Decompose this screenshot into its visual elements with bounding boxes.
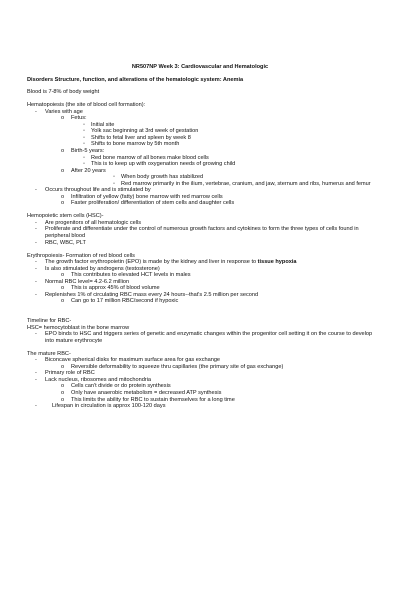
list-item: o Fetus: bbox=[61, 115, 87, 122]
list-item: - Is also stimulated by androgens (testosterone) bbox=[35, 265, 160, 272]
list-item: o This is approx 45% of blood volume bbox=[61, 285, 160, 292]
list-item: - RBC, WBC, PLT bbox=[35, 239, 86, 246]
list-item: o Only have anaerobic metabolism = decreased ATP synthesis bbox=[61, 389, 222, 396]
hematopoiesis-heading: Hematopoiesis (the site of blood cell formation): bbox=[27, 102, 146, 109]
document-title: NR507NP Week 3: Cardiovascular and Hematologic bbox=[131, 64, 269, 70]
list-item: - Replenishes 1% of circulating RBC mass every 24 hours--that's 2.5 million per second bbox=[35, 291, 259, 298]
list-item: o Faster proliferation/ differentiation of stem cells and daughter cells bbox=[61, 200, 235, 207]
list-item: o Infiltration of yellow (fatty) bone marrow with red marrow cells bbox=[61, 193, 223, 200]
mature-rbc-heading: The mature RBC- bbox=[27, 350, 71, 357]
list-item: o Can go to 17 million RBC/second if hypoxic bbox=[61, 298, 179, 305]
list-item: o This limits the ability for RBC to sustain themselves for a long time bbox=[61, 396, 235, 403]
list-item: ▫ Shifts to fetal liver and spleen by week 8 bbox=[83, 134, 191, 141]
list-item: - Biconcave spherical disks for maximum surface area for gas exchange bbox=[35, 357, 221, 364]
erythropoiesis-heading: Erythropoiesis- Formation of red blood cells bbox=[27, 252, 135, 259]
list-item: - Occurs throughout life and is stimulated by bbox=[35, 187, 151, 194]
document-subtitle: Disorders Structure, function, and alterations of the hematologic system: Anemia bbox=[27, 76, 244, 83]
list-item: - Normal RBC level= 4.2-6.2 million bbox=[35, 278, 130, 285]
hsc-heading: Hemopoietic stem cells (HSC)- bbox=[27, 213, 104, 220]
list-item: ▫ This is to keep up with oxygenation needs of growing child bbox=[83, 161, 236, 168]
list-item: ▫ Initial site bbox=[83, 121, 115, 128]
list-item: ▫ When body growth has stabilized bbox=[113, 174, 204, 181]
list-item: - Proliferate and differentiate under the control of numerous growth factors and cytokines to form the three types of cells found in peripheral blood bbox=[35, 226, 359, 240]
list-item: o Cells can't divide or do protein synthesis bbox=[61, 383, 171, 390]
list-item: - Varies with age bbox=[35, 108, 83, 115]
list-item: - The growth factor erythropoietin (EPO) is made by the kidney and liver in response to tissue hypoxia bbox=[35, 259, 297, 266]
hsc-definition: HSC= hemocytoblast in the bone marrow bbox=[27, 324, 130, 331]
list-item: - Lack nucleus, ribosomes and mitochondria bbox=[35, 376, 152, 383]
list-item: o Birth-5 years: bbox=[61, 147, 105, 154]
list-item: - Lifespan in circulation is approx 100-120 days bbox=[35, 403, 166, 410]
list-item: o After 20 years bbox=[61, 167, 106, 174]
list-item: ▫ Shifts to bone marrow by 5th month bbox=[83, 141, 180, 148]
list-item: - EPO binds to HSC and triggers series of genetic and enzymatic changes within the progenitor cell setting it on the course to develop into mature erythrocyte bbox=[35, 331, 373, 344]
blood-percent-text: Blood is 7-8% of body weight bbox=[27, 89, 100, 96]
list-item: o Reversible deformability to squeeze thru capillaries (the primary site of gas exchange) bbox=[61, 363, 284, 370]
list-item: o This contributes to elevated HCT levels in males bbox=[61, 272, 191, 279]
list-item: ▫ Red bone marrow of all bones make blood cells bbox=[83, 154, 209, 161]
list-item: - Primary role of RBC bbox=[35, 370, 95, 377]
list-item: ▫ Red marrow primarily in the ilium, vertebrae, cranium, and jaw, sternum and ribs, humerus and femur bbox=[113, 180, 371, 187]
list-item: ▫ Yolk sac beginning at 3rd week of gestation bbox=[83, 128, 199, 135]
list-item: - Are progenitors of all hematologic cells bbox=[35, 219, 142, 226]
timeline-heading: Timeline for RBC- bbox=[27, 318, 72, 324]
